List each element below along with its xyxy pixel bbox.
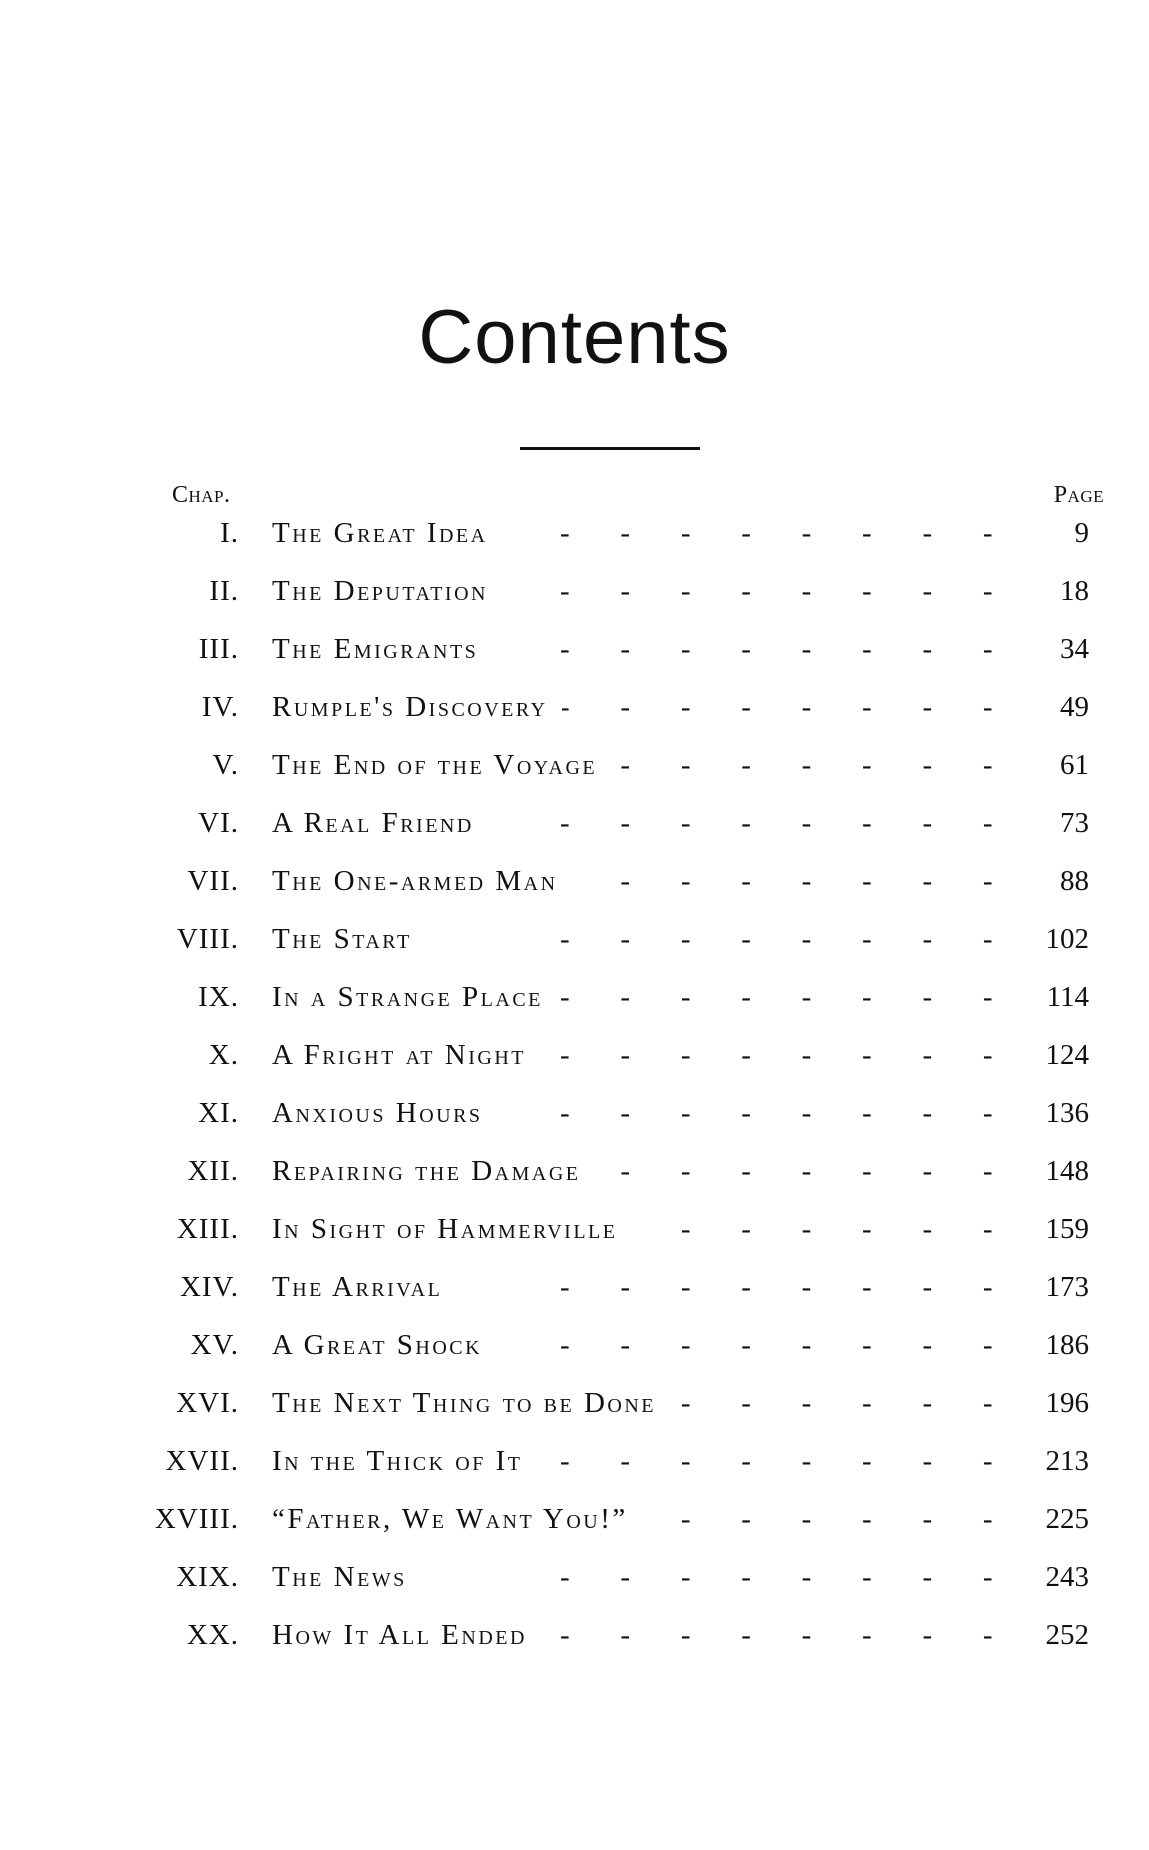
page-column-header: Page — [1053, 482, 1104, 508]
dot-leader — [560, 562, 1011, 620]
page-number: 173 — [1045, 1271, 1089, 1303]
chapter-title: The End of the Voyage — [272, 736, 611, 794]
chapter-title: How It All Ended — [272, 1606, 541, 1664]
chapter-number: XVIII. — [154, 1503, 239, 1535]
chapter-title: A Real Friend — [272, 794, 488, 852]
page-number: 9 — [1074, 517, 1089, 549]
chapter-number: IV. — [201, 691, 239, 723]
toc-entry — [0, 736, 1149, 794]
page-number: 136 — [1045, 1097, 1089, 1129]
toc-entry — [0, 1374, 1149, 1432]
dot-leader — [560, 620, 1011, 678]
chapter-number: XIX. — [176, 1561, 239, 1593]
toc-entry — [0, 968, 1149, 1026]
chapter-title: A Great Shock — [272, 1316, 496, 1374]
toc-entry — [0, 794, 1149, 852]
dot-leader — [560, 1258, 1011, 1316]
dot-leader — [560, 1606, 1011, 1664]
toc-entry — [0, 678, 1149, 736]
page-number: 73 — [1060, 807, 1089, 839]
page-number: 18 — [1060, 575, 1089, 607]
dot-leader — [560, 852, 1011, 910]
page-number: 114 — [1046, 981, 1089, 1013]
chapter-number: XI. — [198, 1097, 239, 1129]
dot-leader — [560, 1084, 1011, 1142]
chapter-number: XIII. — [176, 1213, 239, 1245]
title-rule — [520, 447, 700, 450]
toc-entry — [0, 620, 1149, 678]
page-number: 49 — [1060, 691, 1089, 723]
page-number: 252 — [1045, 1619, 1089, 1651]
page-number: 225 — [1045, 1503, 1089, 1535]
dot-leader — [560, 1548, 1011, 1606]
chapter-number: XVI. — [176, 1387, 239, 1419]
dot-leader — [560, 1432, 1011, 1490]
chapter-title: The One-armed Man — [272, 852, 572, 910]
chapter-title: The News — [272, 1548, 421, 1606]
toc-entry — [0, 1026, 1149, 1084]
dot-leader — [560, 968, 1011, 1026]
page-number: 124 — [1045, 1039, 1089, 1071]
dot-leader — [560, 736, 1011, 794]
toc-entry — [0, 1548, 1149, 1606]
chapter-title: Anxious Hours — [272, 1084, 497, 1142]
toc-entry — [0, 1142, 1149, 1200]
toc-entry — [0, 1258, 1149, 1316]
chapter-number: XVII. — [165, 1445, 239, 1477]
toc-entry — [0, 1606, 1149, 1664]
chapter-title: The Start — [272, 910, 426, 968]
chapter-column-header: Chap. — [172, 482, 231, 508]
chapter-number: XV. — [190, 1329, 239, 1361]
chapter-number: I. — [220, 517, 239, 549]
chapter-title: Repairing the Damage — [272, 1142, 595, 1200]
page-number: 186 — [1045, 1329, 1089, 1361]
chapter-title: In the Thick of It — [272, 1432, 537, 1490]
toc-entry — [0, 1490, 1149, 1548]
chapter-title: The Deputation — [272, 562, 502, 620]
toc-entry — [0, 1084, 1149, 1142]
chapter-number: V. — [212, 749, 239, 781]
chapter-title: In Sight of Hammerville — [272, 1200, 631, 1258]
page-number: 148 — [1045, 1155, 1089, 1187]
chapter-number: VIII. — [176, 923, 239, 955]
toc-entry — [0, 1432, 1149, 1490]
chapter-title: “Father, We Want You!” — [272, 1490, 642, 1548]
chapter-number: XX. — [186, 1619, 239, 1651]
page-number: 102 — [1045, 923, 1089, 955]
dot-leader — [560, 504, 1011, 562]
dot-leader — [560, 678, 1011, 736]
toc-entry — [0, 504, 1149, 562]
chapter-title: The Arrival — [272, 1258, 456, 1316]
chapter-title: A Fright at Night — [272, 1026, 540, 1084]
page-number: 196 — [1045, 1387, 1089, 1419]
toc-entry — [0, 910, 1149, 968]
chapter-title: The Next Thing to be Done — [272, 1374, 670, 1432]
chapter-number: XIV. — [179, 1271, 239, 1303]
page-title: Contents — [418, 295, 731, 380]
dot-leader — [560, 1316, 1011, 1374]
page-number: 213 — [1045, 1445, 1089, 1477]
chapter-number: XII. — [187, 1155, 239, 1187]
dot-leader — [560, 794, 1011, 852]
dot-leader — [560, 1026, 1011, 1084]
toc-entry — [0, 852, 1149, 910]
toc-entry — [0, 1200, 1149, 1258]
page-number: 159 — [1045, 1213, 1089, 1245]
chapter-title: Rumple's Discovery — [272, 678, 562, 736]
page-number: 34 — [1060, 633, 1089, 665]
chapter-number: IX. — [198, 981, 239, 1013]
chapter-title: The Emigrants — [272, 620, 492, 678]
page-number: 243 — [1045, 1561, 1089, 1593]
chapter-number: II. — [209, 575, 239, 607]
dot-leader — [560, 910, 1011, 968]
chapter-number: VII. — [187, 865, 239, 897]
chapter-number: X. — [208, 1039, 239, 1071]
page-number: 88 — [1060, 865, 1089, 897]
chapter-number: III. — [198, 633, 239, 665]
chapter-title: In a Strange Place — [272, 968, 557, 1026]
toc-entry — [0, 1316, 1149, 1374]
chapter-title: The Great Idea — [272, 504, 502, 562]
toc-entry — [0, 562, 1149, 620]
chapter-number: VI. — [198, 807, 239, 839]
page-number: 61 — [1060, 749, 1089, 781]
dot-leader — [560, 1142, 1011, 1200]
